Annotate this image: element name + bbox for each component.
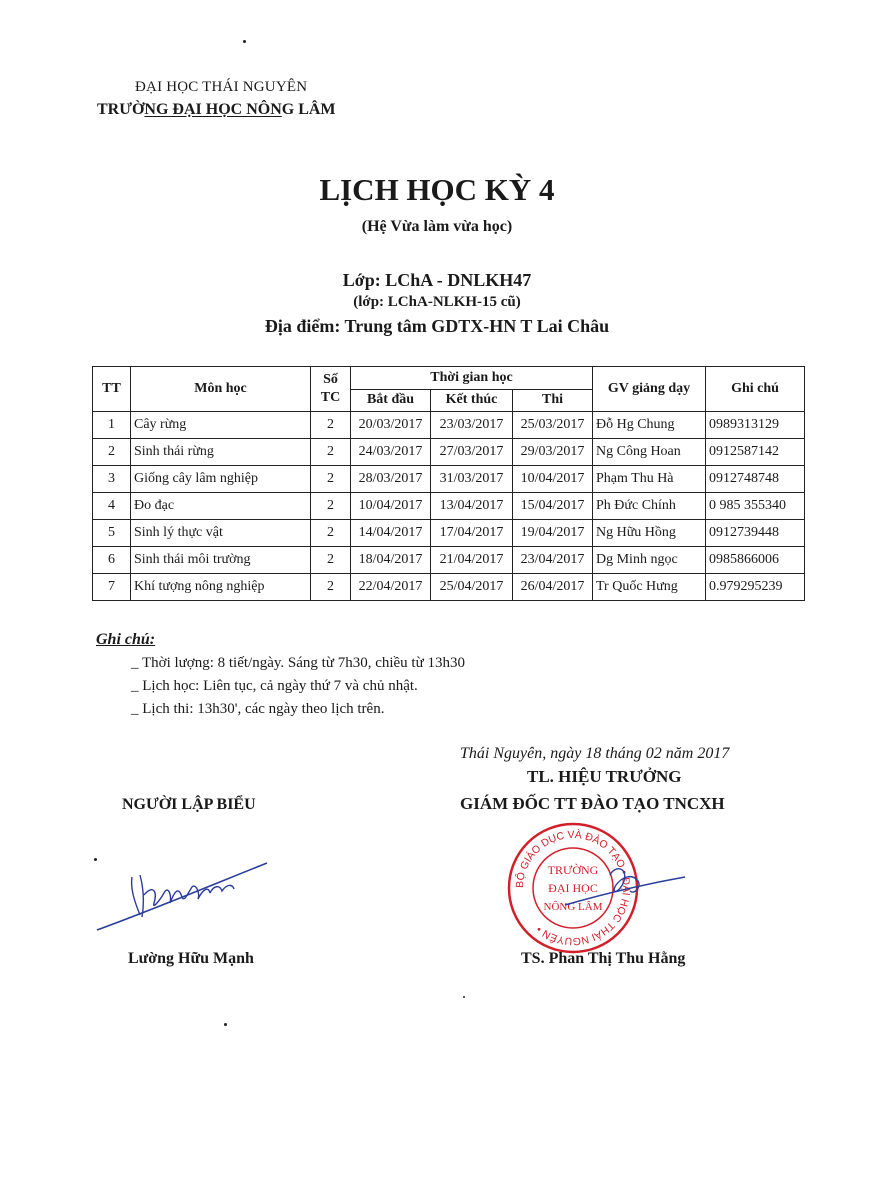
- school-name-prefix: TRƯỜ: [97, 101, 145, 118]
- cell-exam: 29/03/2017: [513, 439, 593, 466]
- class-line: Lớp: LChA - DNLKH47: [342, 270, 532, 290]
- cell-end: 25/04/2017: [431, 574, 513, 601]
- cell-note: 0 985 355340: [706, 493, 805, 520]
- table-row: [93, 520, 805, 547]
- cell-note: 0985866006: [706, 547, 805, 574]
- location-line: Địa điểm: Trung tâm GDTX-HN T Lai Châu: [264, 316, 610, 336]
- stamp-ring-path: BỘ GIÁO DỤC VÀ ĐÀO TẠO • ĐẠI HỌC THÁI NGUYÊN •: [513, 828, 633, 948]
- scan-speck: [243, 40, 246, 43]
- cell-teacher: Dg Minh ngọc: [593, 547, 706, 574]
- note-item: _ Lịch thi: 13h30', các ngày theo lịch trên.: [131, 701, 385, 717]
- cell-end: 13/04/2017: [431, 493, 513, 520]
- cell-tt: 5: [93, 520, 131, 547]
- document-title: LỊCH HỌC KỲ 4: [319, 172, 555, 207]
- header-exam: Thi: [513, 389, 593, 412]
- cell-start: 24/03/2017: [351, 439, 431, 466]
- cell-end: 23/03/2017: [431, 412, 513, 439]
- schedule-table: [92, 366, 805, 601]
- cell-end: 21/04/2017: [431, 547, 513, 574]
- header-credits-line1: Số: [323, 372, 338, 387]
- cell-exam: 26/04/2017: [513, 574, 593, 601]
- stamp-line2: ĐẠI HỌC: [548, 881, 598, 895]
- cell-exam: 10/04/2017: [513, 466, 593, 493]
- table-row: [93, 493, 805, 520]
- cell-start: 22/04/2017: [351, 574, 431, 601]
- header-start: Bắt đầu: [351, 389, 431, 412]
- date-line: Thái Nguyên, ngày 18 tháng 02 năm 2017: [460, 745, 730, 762]
- director-title: GIÁM ĐỐC TT ĐÀO TẠO TNCXH: [460, 794, 725, 813]
- header-credits: [311, 367, 351, 412]
- cell-subject: Sinh thái môi trường: [131, 547, 311, 574]
- table-row: [93, 547, 805, 574]
- cell-subject: Cây rừng: [131, 412, 311, 439]
- cell-subject: Đo đạc: [131, 493, 311, 520]
- preparer-name: Lường Hữu Mạnh: [128, 950, 254, 967]
- cell-end: 31/03/2017: [431, 466, 513, 493]
- header-end: Kết thúc: [431, 389, 513, 412]
- table-row: [93, 412, 805, 439]
- cell-exam: 25/03/2017: [513, 412, 593, 439]
- cell-teacher: Tr Quốc Hưng: [593, 574, 706, 601]
- class-old-line: (lớp: LChA-NLKH-15 cũ): [353, 294, 521, 310]
- cell-note: 0.979295239: [706, 574, 805, 601]
- cell-subject: Giống cây lâm nghiệp: [131, 466, 311, 493]
- notes-heading: Ghi chú:: [96, 631, 156, 648]
- header-tt: TT: [93, 367, 131, 412]
- cell-tt: 2: [93, 439, 131, 466]
- header-credits-line2: TC: [320, 390, 341, 405]
- cell-exam: 23/04/2017: [513, 547, 593, 574]
- cell-start: 18/04/2017: [351, 547, 431, 574]
- cell-teacher: Đỗ Hg Chung: [593, 412, 706, 439]
- cell-credits: 2: [311, 466, 351, 493]
- cell-tt: 7: [93, 574, 131, 601]
- cell-subject: Sinh thái rừng: [131, 439, 311, 466]
- header-teacher: GV giảng dạy: [593, 367, 706, 412]
- header-note: Ghi chú: [706, 367, 805, 412]
- cell-credits: 2: [311, 439, 351, 466]
- cell-tt: 4: [93, 493, 131, 520]
- cell-teacher: Ng Hữu Hồng: [593, 520, 706, 547]
- cell-credits: 2: [311, 547, 351, 574]
- cell-exam: 15/04/2017: [513, 493, 593, 520]
- cell-credits: 2: [311, 493, 351, 520]
- cell-tt: 3: [93, 466, 131, 493]
- preparer-title: NGƯỜI LẬP BIỂU: [122, 796, 256, 813]
- cell-subject: Sinh lý thực vật: [131, 520, 311, 547]
- cell-note: 0912739448: [706, 520, 805, 547]
- cell-teacher: Phạm Thu Hà: [593, 466, 706, 493]
- cell-note: 0912748748: [706, 466, 805, 493]
- cell-teacher: Ph Đức Chính: [593, 493, 706, 520]
- stamp-line1: TRƯỜNG: [547, 863, 599, 877]
- cell-start: 20/03/2017: [351, 412, 431, 439]
- school-name-suffix: G LÂM: [281, 101, 336, 118]
- cell-start: 28/03/2017: [351, 466, 431, 493]
- university-name: ĐẠI HỌC THÁI NGUYÊN: [135, 79, 308, 95]
- cell-subject: Khí tượng nông nghiệp: [131, 574, 311, 601]
- school-name-underlined: NG ĐẠI HỌC NÔN: [144, 101, 282, 118]
- header-time: Thời gian học: [351, 367, 593, 390]
- stamp-line3: NÔNG LÂM: [543, 901, 603, 913]
- preparer-signature: [92, 855, 272, 940]
- cell-end: 17/04/2017: [431, 520, 513, 547]
- cell-exam: 19/04/2017: [513, 520, 593, 547]
- cell-credits: 2: [311, 520, 351, 547]
- scan-speck: [224, 1023, 227, 1026]
- principal-line: TL. HIỆU TRƯỞNG: [527, 767, 682, 786]
- director-signature: [560, 855, 690, 915]
- cell-end: 27/03/2017: [431, 439, 513, 466]
- document-subtitle: (Hệ Vừa làm vừa học): [361, 218, 513, 235]
- header-subject: Môn học: [131, 367, 311, 412]
- cell-start: 10/04/2017: [351, 493, 431, 520]
- director-name: TS. Phan Thị Thu Hằng: [521, 950, 686, 967]
- table-row: [93, 574, 805, 601]
- cell-note: 0912587142: [706, 439, 805, 466]
- scan-speck: [463, 996, 465, 998]
- school-name: [97, 101, 336, 119]
- table-row: [93, 466, 805, 493]
- table-row: [93, 439, 805, 466]
- scan-speck: [94, 858, 97, 861]
- note-item: _ Thời lượng: 8 tiết/ngày. Sáng từ 7h30, chiều từ 13h30: [131, 655, 465, 671]
- cell-tt: 6: [93, 547, 131, 574]
- cell-tt: 1: [93, 412, 131, 439]
- cell-credits: 2: [311, 574, 351, 601]
- note-item: _ Lịch học: Liên tục, cả ngày thứ 7 và chủ nhật.: [131, 678, 418, 694]
- cell-credits: 2: [311, 412, 351, 439]
- cell-teacher: Ng Công Hoan: [593, 439, 706, 466]
- cell-note: 0989313129: [706, 412, 805, 439]
- cell-start: 14/04/2017: [351, 520, 431, 547]
